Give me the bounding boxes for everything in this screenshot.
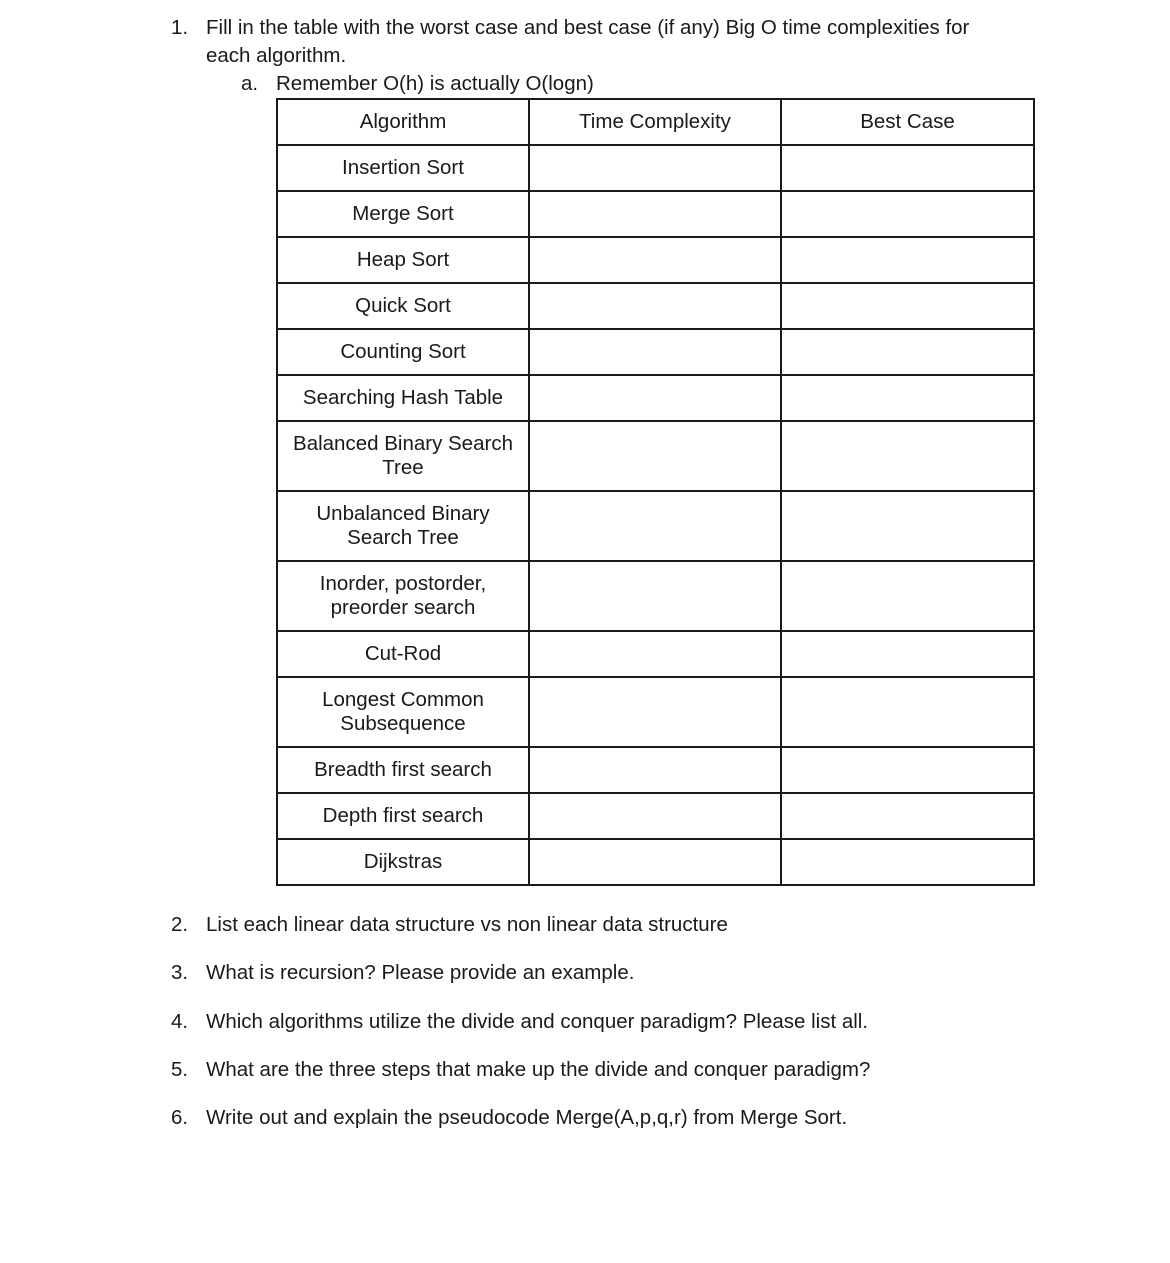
time-complexity-cell[interactable] xyxy=(529,329,781,375)
question-number: 2. xyxy=(171,913,189,936)
question-number: 6. xyxy=(171,1106,189,1129)
table-row xyxy=(277,191,1034,237)
time-complexity-cell[interactable] xyxy=(529,375,781,421)
algorithm-cell: Longest Common Subsequence xyxy=(277,677,529,747)
table-row xyxy=(277,237,1034,283)
time-complexity-cell[interactable] xyxy=(529,421,781,491)
header-time-complexity: Time Complexity xyxy=(529,99,781,145)
question-number: 4. xyxy=(171,1010,189,1033)
question-number: 3. xyxy=(171,961,189,984)
table-row xyxy=(277,283,1034,329)
table-row xyxy=(277,421,1034,491)
algorithm-cell: Breadth first search xyxy=(277,747,529,793)
algorithm-cell: Merge Sort xyxy=(277,191,529,237)
complexity-table xyxy=(276,98,1035,886)
time-complexity-cell[interactable] xyxy=(529,747,781,793)
time-complexity-cell[interactable] xyxy=(529,145,781,191)
time-complexity-cell[interactable] xyxy=(529,839,781,885)
sub-letter: a. xyxy=(241,72,259,95)
algorithm-cell: Depth first search xyxy=(277,793,529,839)
question-text: What is recursion? Please provide an example. xyxy=(206,961,635,984)
table-row xyxy=(277,839,1034,885)
best-case-cell[interactable] xyxy=(781,145,1034,191)
question-text-line-2: each algorithm. xyxy=(206,44,347,67)
question-text: List each linear data structure vs non linear data structure xyxy=(206,913,728,936)
best-case-cell[interactable] xyxy=(781,747,1034,793)
table-row xyxy=(277,145,1034,191)
best-case-cell[interactable] xyxy=(781,375,1034,421)
table-row xyxy=(277,793,1034,839)
best-case-cell[interactable] xyxy=(781,839,1034,885)
time-complexity-cell[interactable] xyxy=(529,631,781,677)
time-complexity-cell[interactable] xyxy=(529,237,781,283)
best-case-cell[interactable] xyxy=(781,237,1034,283)
best-case-cell[interactable] xyxy=(781,631,1034,677)
table-row xyxy=(277,561,1034,631)
question-number: 1. xyxy=(171,16,189,39)
question-number: 5. xyxy=(171,1058,189,1081)
table-row xyxy=(277,491,1034,561)
best-case-cell[interactable] xyxy=(781,421,1034,491)
table-header-row xyxy=(277,99,1034,145)
time-complexity-cell[interactable] xyxy=(529,491,781,561)
time-complexity-cell[interactable] xyxy=(529,793,781,839)
sub-text: Remember O(h) is actually O(logn) xyxy=(276,72,594,95)
best-case-cell[interactable] xyxy=(781,329,1034,375)
best-case-cell[interactable] xyxy=(781,191,1034,237)
time-complexity-cell[interactable] xyxy=(529,191,781,237)
algorithm-cell: Unbalanced Binary Search Tree xyxy=(277,491,529,561)
best-case-cell[interactable] xyxy=(781,677,1034,747)
algorithm-cell: Counting Sort xyxy=(277,329,529,375)
time-complexity-cell[interactable] xyxy=(529,677,781,747)
best-case-cell[interactable] xyxy=(781,561,1034,631)
question-text: Write out and explain the pseudocode Merge(A,p,q,r) from Merge Sort. xyxy=(206,1106,848,1129)
algorithm-cell: Cut-Rod xyxy=(277,631,529,677)
algorithm-cell: Balanced Binary Search Tree xyxy=(277,421,529,491)
question-text: Which algorithms utilize the divide and conquer paradigm? Please list all. xyxy=(206,1010,869,1033)
table-row xyxy=(277,375,1034,421)
algorithm-cell: Inorder, postorder, preorder search xyxy=(277,561,529,631)
time-complexity-cell[interactable] xyxy=(529,561,781,631)
algorithm-cell: Insertion Sort xyxy=(277,145,529,191)
best-case-cell[interactable] xyxy=(781,491,1034,561)
algorithm-cell: Quick Sort xyxy=(277,283,529,329)
header-algorithm: Algorithm xyxy=(277,99,529,145)
best-case-cell[interactable] xyxy=(781,793,1034,839)
best-case-cell[interactable] xyxy=(781,283,1034,329)
algorithm-cell: Dijkstras xyxy=(277,839,529,885)
algorithm-cell: Searching Hash Table xyxy=(277,375,529,421)
table-row xyxy=(277,329,1034,375)
table-row xyxy=(277,677,1034,747)
header-best-case: Best Case xyxy=(781,99,1034,145)
question-text: What are the three steps that make up the divide and conquer paradigm? xyxy=(206,1058,871,1081)
table-row xyxy=(277,631,1034,677)
algorithm-cell: Heap Sort xyxy=(277,237,529,283)
question-text: Fill in the table with the worst case and best case (if any) Big O time complexities for xyxy=(206,16,970,39)
table-row xyxy=(277,747,1034,793)
time-complexity-cell[interactable] xyxy=(529,283,781,329)
